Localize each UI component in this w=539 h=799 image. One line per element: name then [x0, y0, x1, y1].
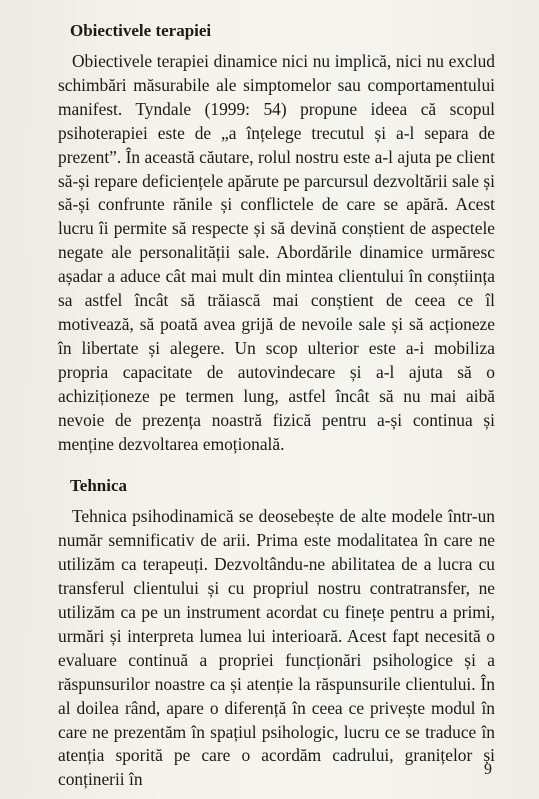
section-heading-tehnica: Tehnica	[70, 476, 128, 496]
section-heading-obiectivele-terapiei: Obiectivele terapiei	[70, 21, 212, 40]
paragraph-obiectivele-terapiei: Obiectivele terapiei dinamice nici nu implică, nici nu exclud schimbări măsurabile ale simptomelor sau comportamentului manifest. Tyndale (1999: 54) propune ideea că scopul psihoterapiei este de „a înțelege trecutul și a-l separa de prezent”. În această căutare, rolul nostru este a-l ajuta pe client să-și repare deficiențele apărute pe parcursul dezvoltării sale și să-și confrunte rănile și conflictele de care se apără. Acest lucru îi permite să respecte și să devină conștient de aspectele negate ale personalității sale. Abordările dinamice urmăresc așadar a aduce cât mai mult din mintea clientului în conștiința sa astfel încât să trăiască mai conștient de ceea ce îl motivează, să poată avea grijă de nevoile sale și să acționeze în libertate și alegere. Un scop ulterior este a-i mobiliza propria capacitate de autovindecare și a-l ajuta să o achiziționeze pe termen lung, astfel încât să nu mai aibă nevoie de prezența noastră fizică pentru a-și continua și menține dezvoltarea emoțională.	[58, 51, 495, 454]
page-number: 9	[484, 761, 492, 778]
paragraph-tehnica: Tehnica psihodinamică se deosebește de alte modele într-un număr semnificativ de arii. Prima este modalitatea în care ne utilizăm ca terapeuți. Dezvoltându-ne abilitatea de a lucra cu transferul clientului și cu propriul nostru contratransfer, ne utilizăm ca pe un instrument acordat cu finețe pentru a primi, urmări și interpreta lumea lui interioară. Acest fapt necesită o evaluare continuă a propriei funcționări psihologice și a răspunsurilor noastre ca și atenție la răspunsurile clientului. În al doilea rând, apare o diferență în ceea ce privește modul în care ne prezentăm în spațiul psihologic, lucru ce se traduce în atenția sporită pe care o acordăm cadrului, granițelor și conținerii în	[58, 506, 495, 790]
